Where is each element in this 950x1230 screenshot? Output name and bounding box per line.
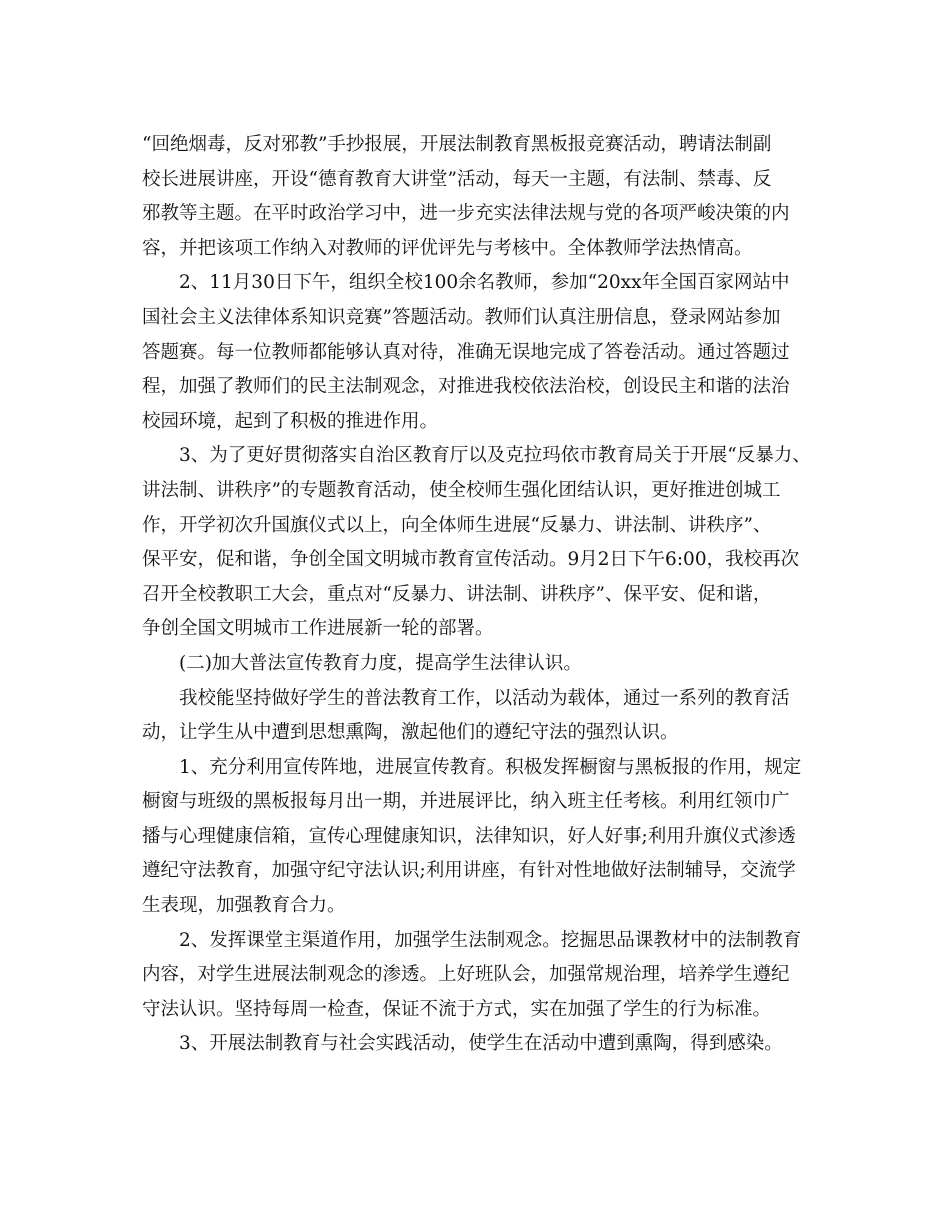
text-line: 讲法制、讲秩序”的专题教育活动，使全校师生强化团结认识，更好推进创城工	[142, 479, 781, 501]
text-line: 2、发挥课堂主渠道作用，加强学生法制观念。挖掘思品课教材中的法制教育	[179, 929, 802, 951]
text-line: 邪教等主题。在平时政治学习中，进一步充实法律法规与党的各项严峻决策的内	[142, 203, 790, 225]
text-line: 2、11月30日下午，组织全校100余名教师，参加“20xx年全国百家网站中	[179, 272, 790, 294]
text-line: 国社会主义法律体系知识竞赛”答题活动。教师们认真注册信息，登录网站参加	[142, 306, 781, 328]
text-line: 答题赛。每一位教师都能够认真对待，准确无误地完成了答卷活动。通过答题过	[142, 341, 790, 363]
text-line: 程，加强了教师们的民主法制观念，对推进我校依法治校，创设民主和谐的法治	[142, 376, 790, 398]
text-line: 校园环境，起到了积极的推进作用。	[142, 410, 439, 432]
text-line: 橱窗与班级的黑板报每月出一期，并进展评比，纳入班主任考核。利用红领巾广	[142, 791, 790, 813]
text-line: 召开全校教职工大会，重点对“反暴力、讲法制、讲秩序”、保平安、促和谐，	[142, 583, 772, 605]
text-line: 保平安，促和谐，争创全国文明城市教育宣传活动。9月2日下午6:00，我校再次	[142, 549, 800, 571]
text-line: 校长进展讲座，开设“德育教育大讲堂”活动，每天一主题，有法制、禁毒、反	[142, 168, 772, 190]
text-line: 播与心理健康信箱，宣传心理健康知识，法律知识，好人好事;利用升旗仪式渗透	[142, 825, 796, 847]
text-line: 3、开展法制教育与社会实践活动，使学生在活动中遭到熏陶，得到感染。	[179, 1033, 783, 1055]
text-line: 守法认识。坚持每周一检查，保证不流于方式，实在加强了学生的行为标准。	[142, 998, 772, 1020]
text-line: 3、为了更好贯彻落实自治区教育厅以及克拉玛依市教育局关于开展“反暴力、	[179, 445, 811, 467]
text-line: 争创全国文明城市工作进展新一轮的部署。	[142, 618, 494, 640]
text-line: 内容，对学生进展法制观念的渗透。上好班队会，加强常规治理，培养学生遵纪	[142, 964, 790, 986]
document-body	[142, 128, 814, 1062]
text-line: 容，并把该项工作纳入对教师的评优评先与考核中。全体教师学法热情高。	[142, 237, 753, 259]
text-line: 生表现，加强教育合力。	[142, 895, 346, 917]
text-line: 遵纪守法教育，加强守纪守法认识;利用讲座，有针对性地做好法制辅导，交流学	[142, 860, 796, 882]
text-line: 我校能坚持做好学生的普法教育工作，以活动为载体，通过一系列的教育活	[179, 687, 790, 709]
section-heading: (二)加大普法宣传教育力度，提高学生法律认识。	[179, 652, 582, 674]
text-line: 作，开学初次升国旗仪式以上，向全体师生进展“反暴力、讲法制、讲秩序”、	[142, 514, 772, 536]
text-line: 动，让学生从中遭到思想熏陶，激起他们的遵纪守法的强烈认识。	[142, 722, 679, 744]
text-line: “回绝烟毒，反对邪教”手抄报展，开展法制教育黑板报竞赛活动，聘请法制副	[142, 134, 772, 155]
text-line: 1、充分利用宣传阵地，进展宣传教育。积极发挥橱窗与黑板报的作用，规定	[179, 756, 802, 778]
